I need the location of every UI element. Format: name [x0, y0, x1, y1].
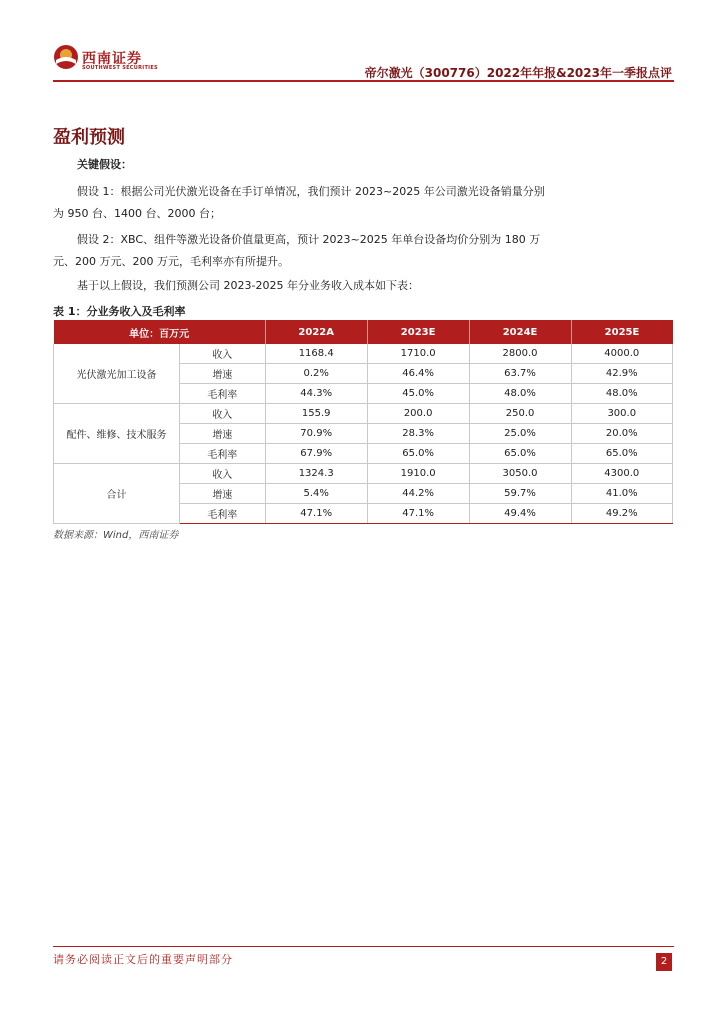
assumption-2-text: 假设 2：XBC、组件等激光设备价值量更高，预计 2023~2025 年单台设备均价分别为 180 万元、200 万元、200 万元，毛利率亦有所提升。: [53, 233, 541, 268]
section-title: 盈利预测: [53, 127, 125, 148]
table-cell: 300.0: [571, 404, 672, 424]
table-cell: 44.3%: [265, 384, 367, 404]
table-cell: 59.7%: [469, 484, 571, 504]
table-cell: 67.9%: [265, 444, 367, 464]
table-cell: 4000.0: [571, 344, 672, 364]
logo-emblem-icon: [53, 44, 79, 70]
table-cell: 1910.0: [367, 464, 469, 484]
metric-label: 增速: [179, 484, 265, 504]
table-cell: 48.0%: [571, 384, 672, 404]
table-cell: 2800.0: [469, 344, 571, 364]
table-header-year: 2025E: [571, 320, 672, 344]
header-divider: [53, 80, 674, 82]
table-cell: 5.4%: [265, 484, 367, 504]
table-row: [54, 344, 673, 364]
table-title: 表 1：分业务收入及毛利率: [53, 305, 186, 318]
table-cell: 45.0%: [367, 384, 469, 404]
table-cell: 48.0%: [469, 384, 571, 404]
table-header-year: 2023E: [367, 320, 469, 344]
table-cell: 70.9%: [265, 424, 367, 444]
table-cell: 155.9: [265, 404, 367, 424]
table-cell: 44.2%: [367, 484, 469, 504]
assumption-1-text: 假设 1：根据公司光伏激光设备在手订单情况，我们预计 2023~2025 年公司激光设备销量分别为 950 台、1400 台、2000 台；: [53, 185, 545, 220]
table-cell: 0.2%: [265, 364, 367, 384]
footer-divider: [53, 946, 674, 947]
metric-label: 毛利率: [179, 504, 265, 524]
logo-subtitle: SOUTHWEST SECURITIES: [82, 65, 158, 71]
metric-label: 毛利率: [179, 444, 265, 464]
table-cell: 65.0%: [571, 444, 672, 464]
table-cell: 4300.0: [571, 464, 672, 484]
segment-name: 配件、维修、技术服务: [54, 404, 180, 464]
company-logo: [53, 44, 173, 76]
table-cell: 47.1%: [265, 504, 367, 524]
metric-label: 收入: [179, 404, 265, 424]
metric-label: 毛利率: [179, 384, 265, 404]
table-cell: 250.0: [469, 404, 571, 424]
table-header-row: [54, 320, 673, 344]
metric-label: 增速: [179, 364, 265, 384]
metric-label: 增速: [179, 424, 265, 444]
revenue-margin-table: [53, 320, 673, 524]
table-cell: 41.0%: [571, 484, 672, 504]
footer-disclaimer: 请务必阅读正文后的重要声明部分: [53, 953, 233, 966]
table-cell: 63.7%: [469, 364, 571, 384]
table-row: [54, 464, 673, 484]
table-header-unit: 单位：百万元: [54, 320, 266, 344]
table-cell: 25.0%: [469, 424, 571, 444]
table-cell: 49.4%: [469, 504, 571, 524]
table-cell: 1324.3: [265, 464, 367, 484]
table-header-year: 2024E: [469, 320, 571, 344]
table-cell: 65.0%: [367, 444, 469, 464]
table-cell: 20.0%: [571, 424, 672, 444]
table-cell: 65.0%: [469, 444, 571, 464]
assumption-2: [53, 229, 553, 273]
table-cell: 49.2%: [571, 504, 672, 524]
data-source: 数据来源：Wind，西南证券: [53, 530, 179, 541]
key-assumptions-label: 关键假设：: [77, 158, 132, 171]
assumption-1: [53, 181, 553, 225]
segment-name: 光伏激光加工设备: [54, 344, 180, 404]
table-header-year: 2022A: [265, 320, 367, 344]
table-cell: 200.0: [367, 404, 469, 424]
table-cell: 28.3%: [367, 424, 469, 444]
table-cell: 42.9%: [571, 364, 672, 384]
report-title: 帝尔激光（300776）2022年年报&2023年一季报点评: [364, 66, 672, 80]
metric-label: 收入: [179, 344, 265, 364]
table-cell: 1710.0: [367, 344, 469, 364]
table-cell: 3050.0: [469, 464, 571, 484]
table-cell: 1168.4: [265, 344, 367, 364]
conclusion-paragraph: 基于以上假设，我们预测公司 2023-2025 年分业务收入成本如下表：: [77, 279, 419, 292]
page-number: 2: [656, 953, 672, 971]
table-cell: 47.1%: [367, 504, 469, 524]
logo-name: 西南证券: [82, 51, 142, 67]
segment-name: 合计: [54, 464, 180, 524]
table-cell: 46.4%: [367, 364, 469, 384]
metric-label: 收入: [179, 464, 265, 484]
table-row: [54, 404, 673, 424]
